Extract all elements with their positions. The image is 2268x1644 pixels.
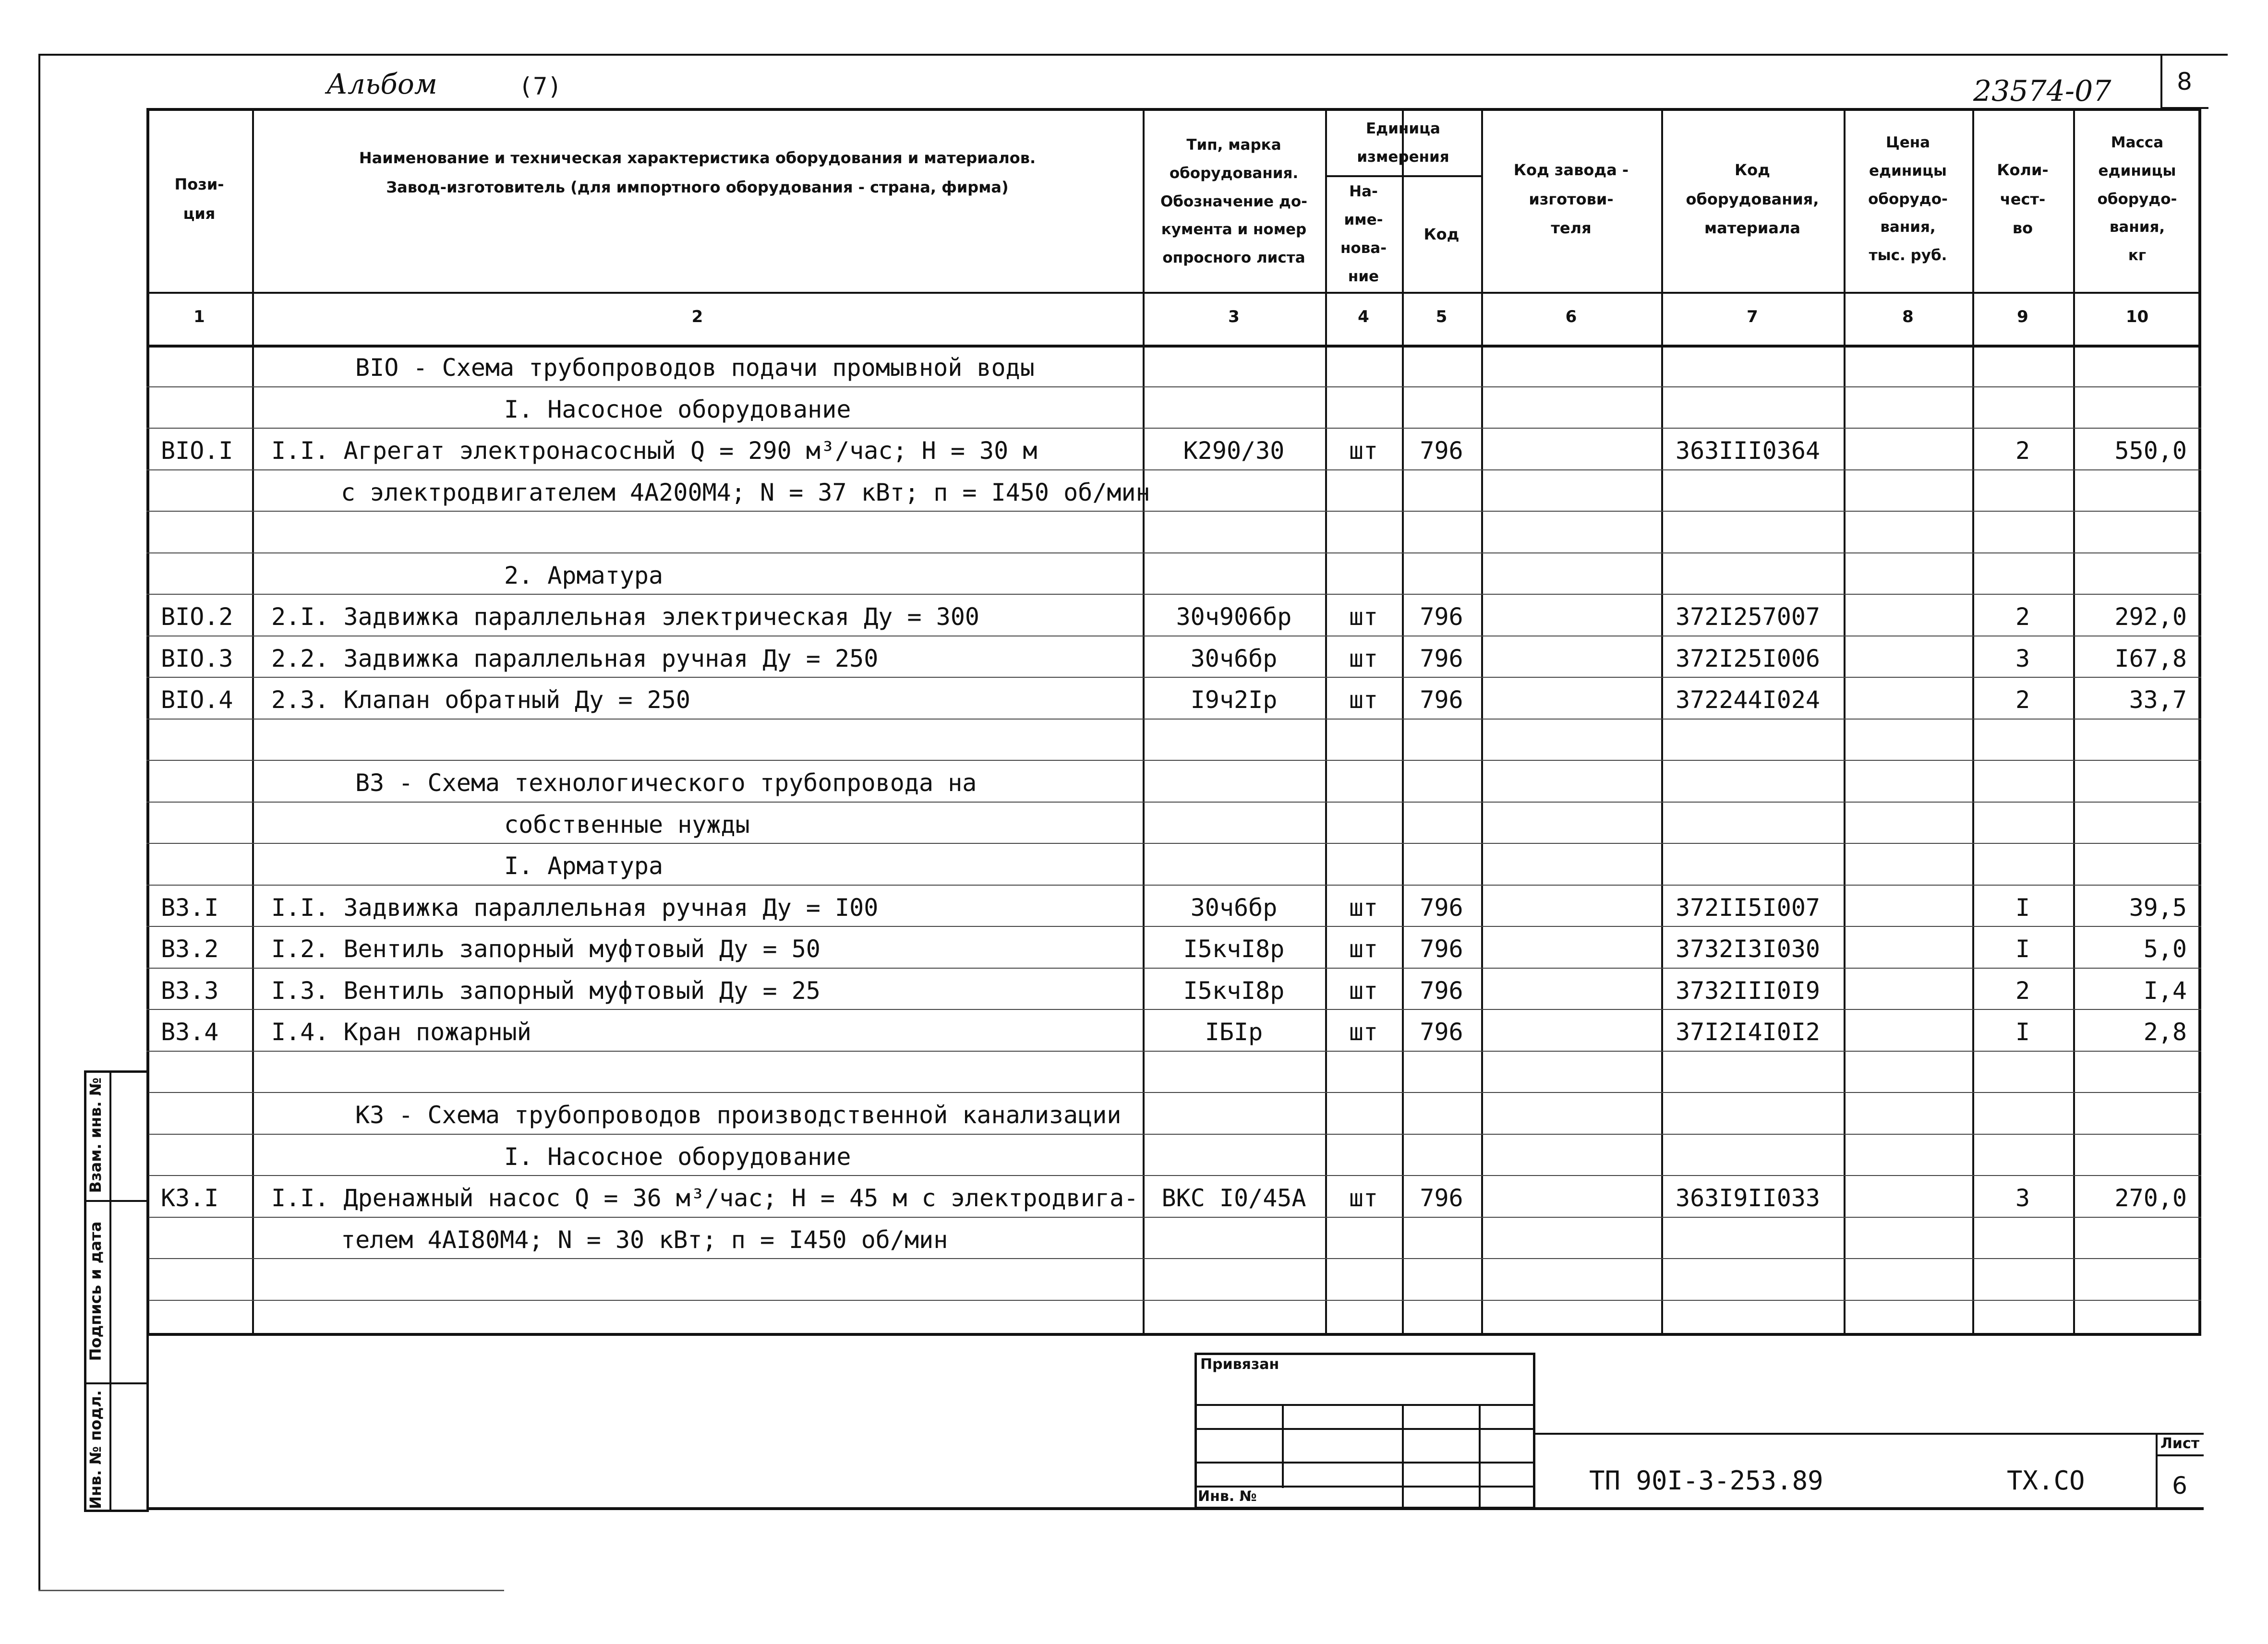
row-name: I.4. Кран пожарный <box>271 1018 531 1046</box>
row-line <box>146 594 2201 595</box>
row-name: 2.2. Задвижка параллельная ручная Ду = 250 <box>271 645 879 672</box>
number-row-bottom-line <box>146 345 2201 348</box>
column-number: 4 <box>1358 307 1369 326</box>
column-number: 1 <box>193 307 205 326</box>
header-name: Наименование и техническая характеристика оборудования и материалов. Завод-изготовитель (для импортного оборудования - страна, фирма) <box>359 149 1036 196</box>
row-line <box>146 511 2201 512</box>
side-stamp-inv-podl: Инв. № подл. <box>86 1390 105 1509</box>
row-unit-code: 796 <box>1420 437 1463 465</box>
row-line <box>146 386 2201 387</box>
row-equipment-code: 372I257007 <box>1676 603 1821 631</box>
row-line <box>146 1051 2201 1052</box>
row-name: ВIО - Схема трубопроводов подачи промывной воды <box>355 354 1035 382</box>
row-unit-code: 796 <box>1420 603 1463 631</box>
privyazan-line-3 <box>1194 1462 1535 1464</box>
row-name: I.I. Агрегат электронасосный Q = 290 м³/час; Н = 30 м <box>271 437 1037 465</box>
column-number: 10 <box>2125 307 2149 326</box>
row-quantity: 2 <box>2015 603 2030 631</box>
row-name: I. Арматура <box>504 852 664 880</box>
row-type: 30ч6бр <box>1190 894 1278 922</box>
row-position: ВIО.4 <box>161 686 233 714</box>
row-name: I.I. Дренажный насос Q = 36 м³/час; Н = 45 м с электродвига- <box>271 1184 1139 1212</box>
row-unit-code: 796 <box>1420 1018 1463 1046</box>
row-mass: 5,0 <box>2143 935 2187 963</box>
column-number: 7 <box>1747 307 1758 326</box>
header-price: Цена единицы оборудо- вания, тыс. руб. <box>1868 133 1948 264</box>
side-stamp-vzam: Взам. инв. № <box>86 1077 105 1193</box>
row-name: 2.I. Задвижка параллельная электрическая Ду = 300 <box>271 603 980 631</box>
page-corner-number: 8 <box>2177 68 2192 96</box>
sheet-label: Лист <box>2160 1435 2200 1452</box>
header-equipment-code: Код оборудования, материала <box>1686 160 1819 238</box>
sheet-bottom-border <box>38 1590 504 1591</box>
row-unit-code: 796 <box>1420 645 1463 672</box>
side-stamp-podpis: Подпись и дата <box>86 1221 105 1361</box>
row-quantity: 3 <box>2015 645 2030 672</box>
row-equipment-code: 363III0364 <box>1676 437 1821 465</box>
row-type: IБIр <box>1205 1018 1263 1046</box>
row-line <box>146 1175 2201 1176</box>
row-mass: I,4 <box>2143 977 2187 1005</box>
album-number: (7) <box>519 72 562 100</box>
row-line <box>146 719 2201 720</box>
row-quantity: 2 <box>2015 977 2030 1005</box>
row-unit: шт <box>1349 977 1378 1005</box>
row-name: собственные нужды <box>504 811 750 839</box>
row-mass: 550,0 <box>2114 437 2187 465</box>
row-position: В3.4 <box>161 1018 219 1046</box>
header-quantity: Коли- чест- во <box>1997 160 2049 238</box>
header-type: Тип, марка оборудования. Обозначение до- кумента и номер опросного листа <box>1160 136 1308 267</box>
row-quantity: 2 <box>2015 686 2030 714</box>
row-unit-code: 796 <box>1420 894 1463 922</box>
row-name: 2. Арматура <box>504 562 664 589</box>
row-type: I5кчI8р <box>1183 977 1285 1005</box>
column-number: 2 <box>691 307 703 326</box>
row-equipment-code: 372244I024 <box>1676 686 1821 714</box>
privyazan-vline-3 <box>1479 1404 1481 1509</box>
row-unit: шт <box>1349 935 1378 963</box>
row-line <box>146 1300 2201 1301</box>
row-name: I. Насосное оборудование <box>504 396 851 423</box>
column-number: 6 <box>1565 307 1577 326</box>
row-unit-code: 796 <box>1420 1184 1463 1212</box>
privyazan-line-4 <box>1194 1486 1535 1488</box>
row-type: 30ч906бр <box>1176 603 1292 631</box>
row-equipment-code: 37I2I4I0I2 <box>1676 1018 1821 1046</box>
sheet-top-border <box>38 54 2228 56</box>
row-line <box>146 926 2201 927</box>
privyazan-vline-2 <box>1402 1404 1404 1509</box>
row-line <box>146 843 2201 844</box>
row-mass: 292,0 <box>2114 603 2187 631</box>
row-name: I.2. Вентиль запорный муфтовый Ду = 50 <box>271 935 820 963</box>
row-name: I.3. Вентиль запорный муфтовый Ду = 25 <box>271 977 820 1005</box>
row-quantity: I <box>2015 894 2030 922</box>
row-line <box>146 1217 2201 1218</box>
row-line <box>146 885 2201 886</box>
row-type: ВКС I0/45А <box>1161 1184 1306 1212</box>
row-quantity: I <box>2015 1018 2030 1046</box>
row-line <box>146 802 2201 803</box>
privyazan-label: Привязан <box>1200 1356 1279 1373</box>
row-equipment-code: 363I9II033 <box>1676 1184 1821 1212</box>
row-name: В3 - Схема технологического трубопровода на <box>355 769 977 797</box>
privyazan-line-1 <box>1194 1404 1535 1406</box>
row-line <box>146 1134 2201 1135</box>
row-unit: шт <box>1349 603 1378 631</box>
stamp-bottom-line <box>146 1507 2204 1510</box>
row-line <box>146 1092 2201 1093</box>
row-type: К290/30 <box>1183 437 1285 465</box>
side-stamp-divider <box>109 1070 111 1512</box>
row-position: ВIО.I <box>161 437 233 465</box>
row-equipment-code: 372I25I006 <box>1676 645 1821 672</box>
row-equipment-code: 3732III0I9 <box>1676 977 1821 1005</box>
row-quantity: I <box>2015 935 2030 963</box>
row-line <box>146 469 2201 470</box>
sheet-box-divider <box>2156 1454 2204 1456</box>
doc-number-handwritten: 23574-07 <box>1973 74 2111 108</box>
row-line <box>146 1258 2201 1259</box>
row-line <box>146 677 2201 678</box>
row-unit-code: 796 <box>1420 977 1463 1005</box>
column-number: 5 <box>1436 307 1448 326</box>
doc-code: ТП 90I-3-253.89 <box>1589 1465 1823 1496</box>
row-equipment-code: 3732I3I030 <box>1676 935 1821 963</box>
row-position: К3.I <box>161 1184 219 1212</box>
row-mass: 33,7 <box>2129 686 2187 714</box>
row-mass: 270,0 <box>2114 1184 2187 1212</box>
row-line <box>146 968 2201 969</box>
row-type: 30ч6бр <box>1190 645 1278 672</box>
row-unit: шт <box>1349 645 1378 672</box>
sheet-left-border <box>38 54 40 1590</box>
column-number: 9 <box>2017 307 2028 326</box>
row-quantity: 2 <box>2015 437 2030 465</box>
row-position: В3.3 <box>161 977 219 1005</box>
row-position: В3.I <box>161 894 219 922</box>
row-unit: шт <box>1349 437 1378 465</box>
row-unit: шт <box>1349 686 1378 714</box>
row-unit: шт <box>1349 894 1378 922</box>
row-unit: шт <box>1349 1018 1378 1046</box>
row-unit-code: 796 <box>1420 935 1463 963</box>
row-position: ВIО.3 <box>161 645 233 672</box>
row-unit-code: 796 <box>1420 686 1463 714</box>
row-mass: 39,5 <box>2129 894 2187 922</box>
row-name: I. Насосное оборудование <box>504 1143 851 1171</box>
row-name: I.I. Задвижка параллельная ручная Ду = I00 <box>271 894 879 922</box>
row-type: I5кчI8р <box>1183 935 1285 963</box>
section-code: ТХ.СО <box>2007 1465 2085 1496</box>
row-line <box>146 1009 2201 1010</box>
row-equipment-code: 372II5I007 <box>1676 894 1821 922</box>
header-factory-code: Код завода - изготови- теля <box>1513 160 1629 238</box>
row-name: К3 - Схема трубопроводов производственной канализации <box>355 1101 1122 1129</box>
row-line <box>146 552 2201 553</box>
row-type: I9ч2Iр <box>1190 686 1278 714</box>
column-number: 3 <box>1228 307 1240 326</box>
album-label: Альбом <box>326 68 437 100</box>
privyazan-vline-1 <box>1282 1404 1284 1488</box>
row-name: с электродвигателем 4А200М4; N = 37 кВт; п = I450 об/мин <box>341 479 1150 506</box>
row-line <box>146 760 2201 761</box>
title-block-top <box>1534 1433 2204 1435</box>
header-unit-group: Единица измерения <box>1357 120 1449 166</box>
row-line <box>146 428 2201 429</box>
header-unit-name: На- име- нова- ние <box>1340 183 1387 285</box>
row-quantity: 3 <box>2015 1184 2030 1212</box>
row-name: телем 4АI80М4; N = 30 кВт; п = I450 об/мин <box>341 1226 948 1254</box>
row-position: ВIО.2 <box>161 603 233 631</box>
row-name: 2.3. Клапан обратный Ду = 250 <box>271 686 690 714</box>
header-unit-code: Код <box>1424 225 1460 243</box>
sheet-number: 6 <box>2172 1472 2187 1500</box>
inv-no-label: Инв. № <box>1198 1488 1257 1505</box>
row-mass: 2,8 <box>2143 1018 2187 1046</box>
column-number: 8 <box>1902 307 1914 326</box>
row-unit: шт <box>1349 1184 1378 1212</box>
header-mass: Масса единицы оборудо- вания, кг <box>2097 133 2177 264</box>
row-mass: I67,8 <box>2114 645 2187 672</box>
privyazan-line-2 <box>1194 1428 1535 1430</box>
header-position: Пози- ция <box>174 175 224 223</box>
row-position: В3.2 <box>161 935 219 963</box>
